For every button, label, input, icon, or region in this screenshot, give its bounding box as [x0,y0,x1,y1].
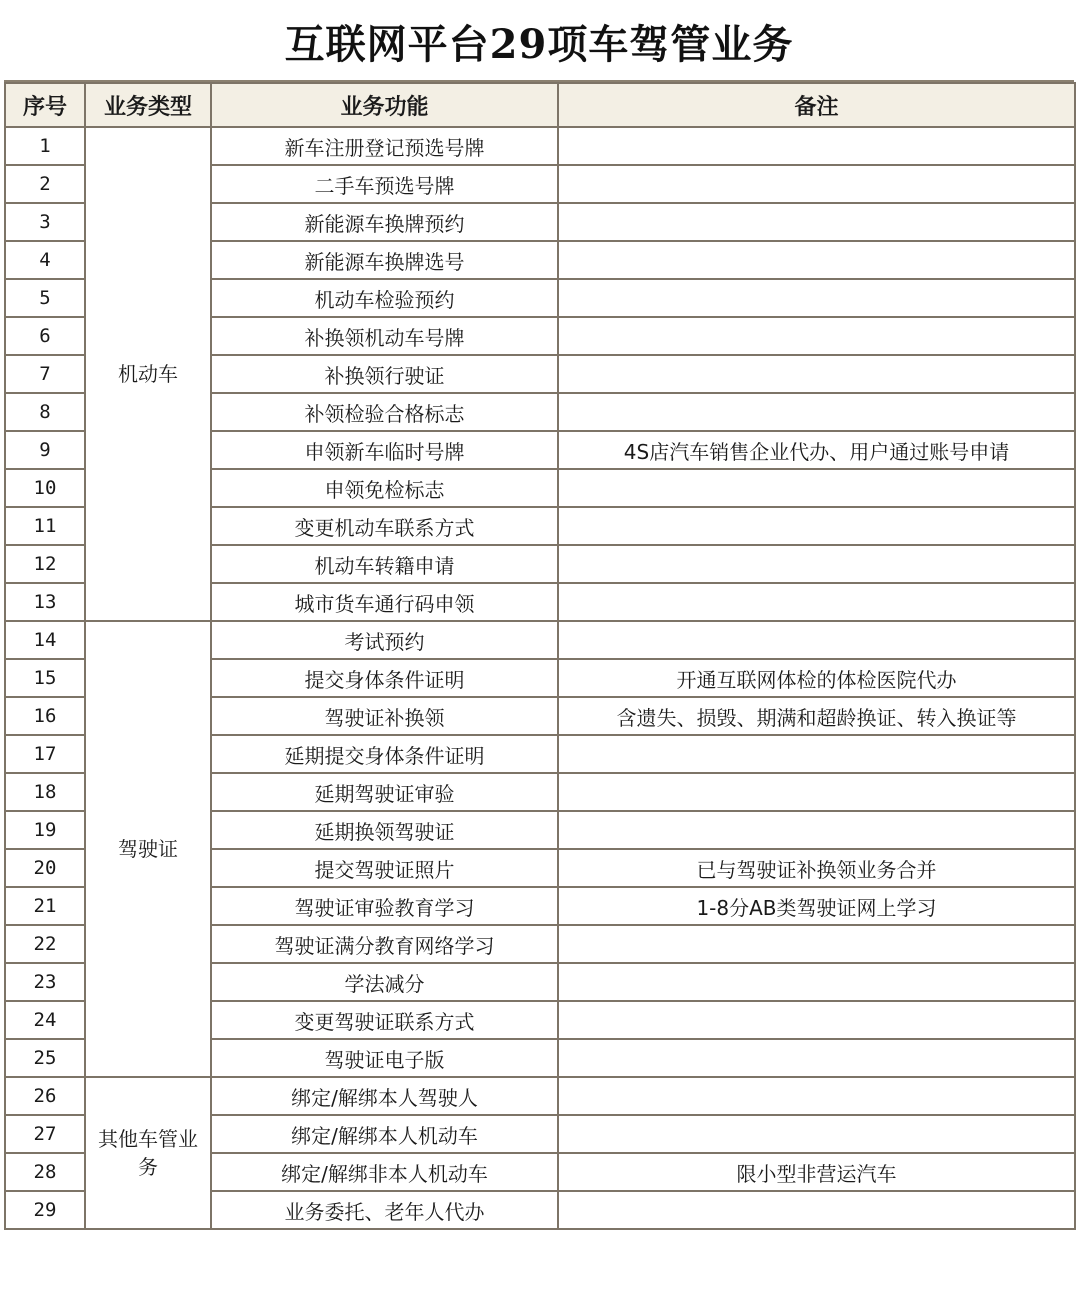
function-cell: 驾驶证补换领 [211,697,558,735]
function-cell: 新能源车换牌预约 [211,203,558,241]
row-index: 19 [5,811,85,849]
row-index: 21 [5,887,85,925]
row-index: 18 [5,773,85,811]
row-index: 26 [5,1077,85,1115]
row-index: 4 [5,241,85,279]
note-cell [558,811,1075,849]
function-cell: 业务委托、老年人代办 [211,1191,558,1229]
note-cell [558,469,1075,507]
function-cell: 绑定/解绑本人机动车 [211,1115,558,1153]
function-cell: 补换领行驶证 [211,355,558,393]
row-index: 8 [5,393,85,431]
note-cell: 开通互联网体检的体检医院代办 [558,659,1075,697]
function-cell: 学法减分 [211,963,558,1001]
header-note: 备注 [558,83,1075,127]
note-cell [558,279,1075,317]
note-cell [558,621,1075,659]
note-cell [558,203,1075,241]
category-cell: 驾驶证 [85,621,211,1077]
row-index: 28 [5,1153,85,1191]
row-index: 15 [5,659,85,697]
function-cell: 机动车转籍申请 [211,545,558,583]
note-cell [558,355,1075,393]
function-cell: 申领新车临时号牌 [211,431,558,469]
function-cell: 延期驾驶证审验 [211,773,558,811]
function-cell: 驾驶证满分教育网络学习 [211,925,558,963]
note-cell: 限小型非营运汽车 [558,1153,1075,1191]
row-index: 2 [5,165,85,203]
function-cell: 新车注册登记预选号牌 [211,127,558,165]
table-header-row [5,83,1075,127]
function-cell: 机动车检验预约 [211,279,558,317]
category-cell: 机动车 [85,127,211,621]
function-cell: 延期换领驾驶证 [211,811,558,849]
note-cell [558,165,1075,203]
note-cell [558,773,1075,811]
row-index: 14 [5,621,85,659]
header-function: 业务功能 [211,83,558,127]
function-cell: 变更驾驶证联系方式 [211,1001,558,1039]
function-cell: 延期提交身体条件证明 [211,735,558,773]
row-index: 25 [5,1039,85,1077]
note-cell: 已与驾驶证补换领业务合并 [558,849,1075,887]
row-index: 13 [5,583,85,621]
table-row [5,1077,1075,1115]
table-row [5,127,1075,165]
row-index: 27 [5,1115,85,1153]
note-cell [558,317,1075,355]
row-index: 5 [5,279,85,317]
business-table [4,82,1076,1230]
row-index: 7 [5,355,85,393]
header-index: 序号 [5,83,85,127]
function-cell: 变更机动车联系方式 [211,507,558,545]
row-index: 6 [5,317,85,355]
note-cell: 4S店汽车销售企业代办、用户通过账号申请 [558,431,1075,469]
page-title: 互联网平台29项车驾管业务 [4,2,1074,82]
note-cell [558,1001,1075,1039]
note-cell [558,507,1075,545]
function-cell: 补换领机动车号牌 [211,317,558,355]
category-cell: 其他车管业务 [85,1077,211,1229]
note-cell [558,735,1075,773]
row-index: 11 [5,507,85,545]
function-cell: 驾驶证电子版 [211,1039,558,1077]
row-index: 29 [5,1191,85,1229]
table-body [5,127,1075,1229]
function-cell: 提交驾驶证照片 [211,849,558,887]
function-cell: 驾驶证审验教育学习 [211,887,558,925]
note-cell [558,393,1075,431]
note-cell [558,925,1075,963]
note-cell [558,241,1075,279]
note-cell [558,545,1075,583]
note-cell: 含遗失、损毁、期满和超龄换证、转入换证等 [558,697,1075,735]
row-index: 12 [5,545,85,583]
function-cell: 新能源车换牌选号 [211,241,558,279]
function-cell: 城市货车通行码申领 [211,583,558,621]
table-row [5,621,1075,659]
row-index: 9 [5,431,85,469]
note-cell [558,583,1075,621]
row-index: 16 [5,697,85,735]
row-index: 10 [5,469,85,507]
note-cell [558,963,1075,1001]
row-index: 1 [5,127,85,165]
row-index: 17 [5,735,85,773]
note-cell [558,1039,1075,1077]
function-cell: 绑定/解绑非本人机动车 [211,1153,558,1191]
note-cell [558,1077,1075,1115]
function-cell: 提交身体条件证明 [211,659,558,697]
note-cell [558,127,1075,165]
function-cell: 二手车预选号牌 [211,165,558,203]
note-cell [558,1115,1075,1153]
row-index: 3 [5,203,85,241]
function-cell: 绑定/解绑本人驾驶人 [211,1077,558,1115]
function-cell: 补领检验合格标志 [211,393,558,431]
note-cell [558,1191,1075,1229]
function-cell: 考试预约 [211,621,558,659]
row-index: 23 [5,963,85,1001]
row-index: 20 [5,849,85,887]
header-category: 业务类型 [85,83,211,127]
row-index: 22 [5,925,85,963]
row-index: 24 [5,1001,85,1039]
function-cell: 申领免检标志 [211,469,558,507]
note-cell: 1-8分AB类驾驶证网上学习 [558,887,1075,925]
